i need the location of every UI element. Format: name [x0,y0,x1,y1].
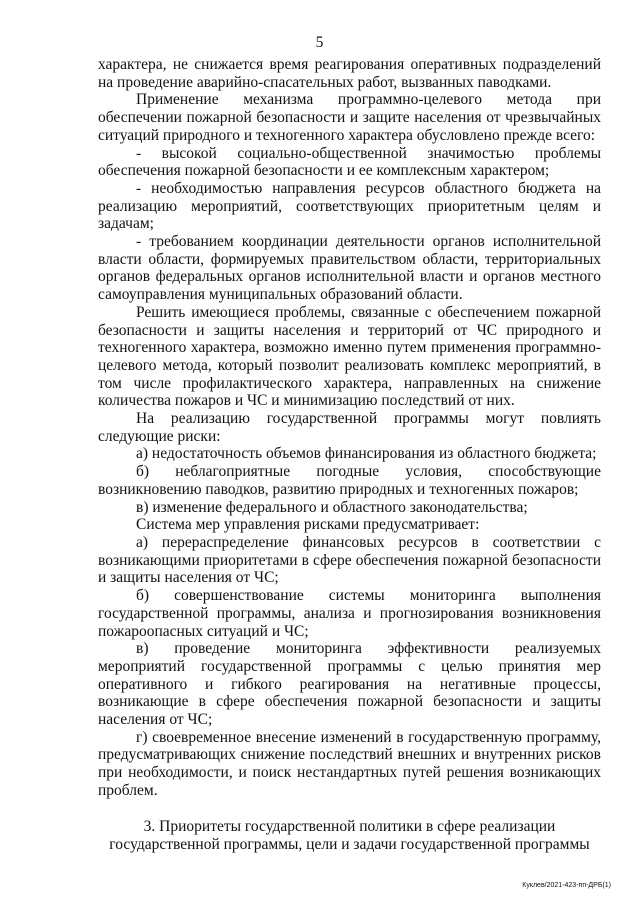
paragraph: Применение механизма программно-целевого метода при обеспечении пожарной безопасности и защите населения от чрезвычайных ситуаций природного и техногенного характера обусловлено прежде всего: [98,91,601,144]
measure-item: б) совершенствование системы мониторинга выполнения государственной программы, анализа и прогнозирования возникновения пожароопасных ситуаций и ЧС; [98,587,601,640]
measure-item: г) своевременное внесение изменений в государственную программу, предусматривающих снижение последствий внешних и внутренних рисков при необходимости, и поиск нестандартных путей решения возникающих проблем. [98,728,601,799]
paragraph: Система мер управления рисками предусматривает: [136,516,480,534]
section-heading: 3. Приоритеты государственной политики в сфере реализации государственной программы, цели и задачи государственной программы [109,817,590,853]
list-item: - высокой социально-общественной значимостью проблемы обеспечения пожарной безопасности и ее комплексным характером; [98,144,601,180]
footer-code: Куклев/2021-423-пп-ДРБ(1) [522,882,611,889]
list-item: - требованием координации деятельности органов исполнительной власти области, формируемых правительством области, территориальных органов федеральных органов исполнительной власти и органов местного самоуправления муниципальных образований области. [98,233,601,304]
paragraph-continuation: характера, не снижается время реагирования оперативных подразделений на проведение аварийно-спасательных работ, вызванных паводками. [98,56,601,91]
document-body [98,56,601,854]
measure-item: а) перераспределение финансовых ресурсов в соответствии с возникающими приоритетами в сфере обеспечения пожарной безопасности и защиты населения от ЧС; [98,533,601,587]
measure-item: в) проведение мониторинга эффективности реализуемых мероприятий государственной программы с целью принятия мер оперативного и гибкого реагирования на негативные процессы, возникающие в сфере обеспечения пожарной безопасности и защиты населения от ЧС; [98,640,601,729]
page-number: 5 [315,34,324,51]
list-item: - необходимостью направления ресурсов областного бюджета на реализацию мероприятий, соответствующих приоритетным целям и задачам; [98,179,601,233]
paragraph: Решить имеющиеся проблемы, связанные с обеспечением пожарной безопасности и защиты населения и территорий от ЧС природного и техногенного характера, возможно именно путем применения программно-целевого метода, который позволит реализовать комплекс мероприятий, в том числе профилактического характера, направленных на снижение количества пожаров и ЧС и минимизацию последствий от них. [98,303,601,410]
risk-item: б) неблагоприятные погодные условия, способствующие возникновению паводков, развитию природных и техногенных пожаров; [98,463,601,498]
paragraph: На реализацию государственной программы могут повлиять следующие риски: [98,410,601,445]
risk-item: а) недостаточность объемов финансирования из областного бюджета; [136,445,597,463]
risk-item: в) изменение федерального и областного законодательства; [136,498,528,516]
